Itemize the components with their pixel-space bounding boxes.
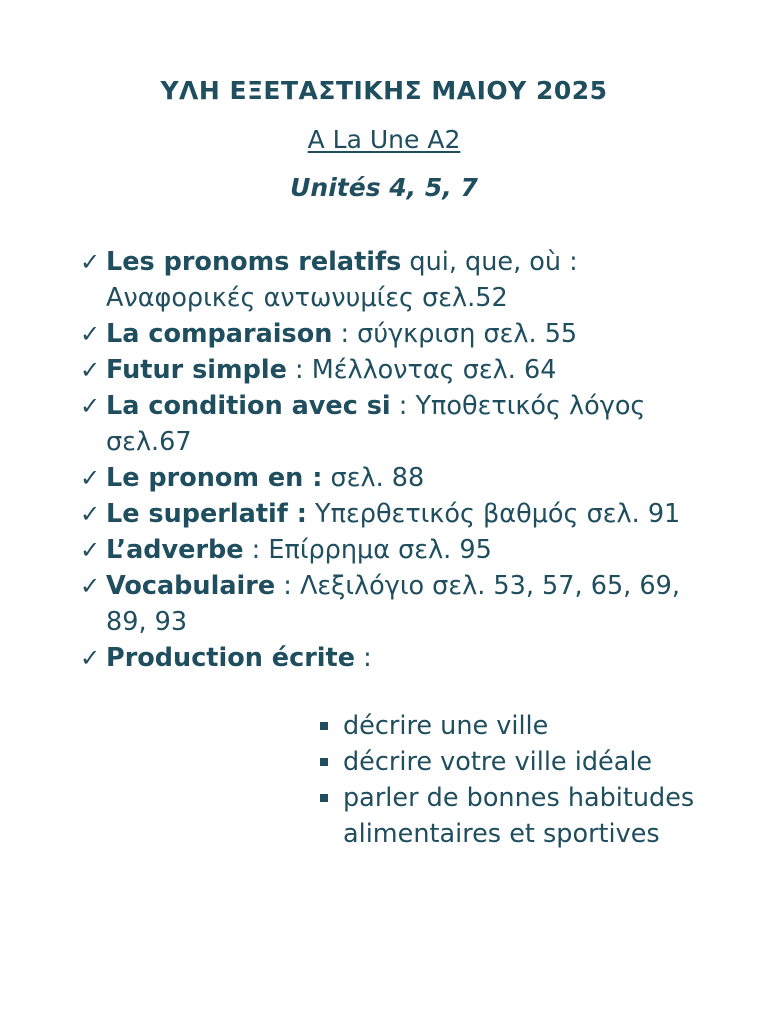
- topic-detail: : Επίρρημα σελ. 95: [243, 535, 492, 565]
- topics-list: [80, 244, 720, 676]
- check-icon: ✓: [80, 392, 101, 420]
- topic-detail: :: [355, 643, 372, 673]
- topic-detail: : σύγκριση σελ. 55: [332, 319, 578, 349]
- topic-title: Production écrite: [106, 643, 355, 673]
- topic-detail: : Υποθετικός λόγος σελ.67: [106, 391, 646, 457]
- square-bullet-icon: [320, 794, 328, 802]
- production-task-list: [318, 708, 738, 852]
- topic-title: Le pronom en :: [106, 463, 323, 493]
- task-text: décrire votre ville idéale: [343, 747, 653, 777]
- list-item: [80, 568, 720, 640]
- list-item: [80, 244, 720, 316]
- list-item: [318, 780, 738, 852]
- units-heading: Unités 4, 5, 7: [290, 173, 478, 202]
- check-icon: ✓: [80, 536, 101, 564]
- list-item: [318, 744, 738, 780]
- list-item: [318, 708, 738, 744]
- topic-title: Futur simple: [106, 355, 287, 385]
- check-icon: ✓: [80, 500, 101, 528]
- page-title: ΥΛΗ ΕΞΕΤΑΣΤΙΚΗΣ ΜΑΙΟΥ 2025: [160, 76, 608, 105]
- topic-title: L’adverbe: [106, 535, 244, 565]
- task-text: parler de bonnes habitudes alimentaires et sportives: [343, 783, 695, 849]
- list-item: [80, 640, 720, 676]
- list-item: [80, 532, 720, 568]
- topic-title: La condition avec si: [106, 391, 391, 421]
- list-item: [80, 496, 720, 532]
- square-bullet-icon: [320, 722, 328, 730]
- list-item: [80, 352, 720, 388]
- topic-title: La comparaison: [106, 319, 333, 349]
- topic-detail: : Μέλλοντας σελ. 64: [286, 355, 557, 385]
- topic-detail: : Λεξιλόγιο σελ. 53, 57, 65, 69, 89, 93: [106, 571, 680, 637]
- check-icon: ✓: [80, 320, 101, 348]
- list-item: [80, 460, 720, 496]
- topic-detail: qui, que, où : Αναφορικές αντωνυμίες σελ.52: [106, 247, 578, 313]
- list-item: [80, 316, 720, 352]
- task-text: décrire une ville: [343, 711, 549, 741]
- check-icon: ✓: [80, 464, 101, 492]
- topic-detail: Υπερθετικός βαθμός σελ. 91: [306, 499, 681, 529]
- topic-title: Le superlatif :: [106, 499, 307, 529]
- check-icon: ✓: [80, 356, 101, 384]
- check-icon: ✓: [80, 572, 101, 600]
- list-item: [80, 388, 720, 460]
- square-bullet-icon: [320, 758, 328, 766]
- check-icon: ✓: [80, 248, 101, 276]
- topic-title: Vocabulaire: [106, 571, 276, 601]
- topic-title: Les pronoms relatifs: [106, 247, 402, 277]
- topic-detail: σελ. 88: [322, 463, 425, 493]
- check-icon: ✓: [80, 644, 101, 672]
- book-title: A La Une A2: [307, 125, 461, 154]
